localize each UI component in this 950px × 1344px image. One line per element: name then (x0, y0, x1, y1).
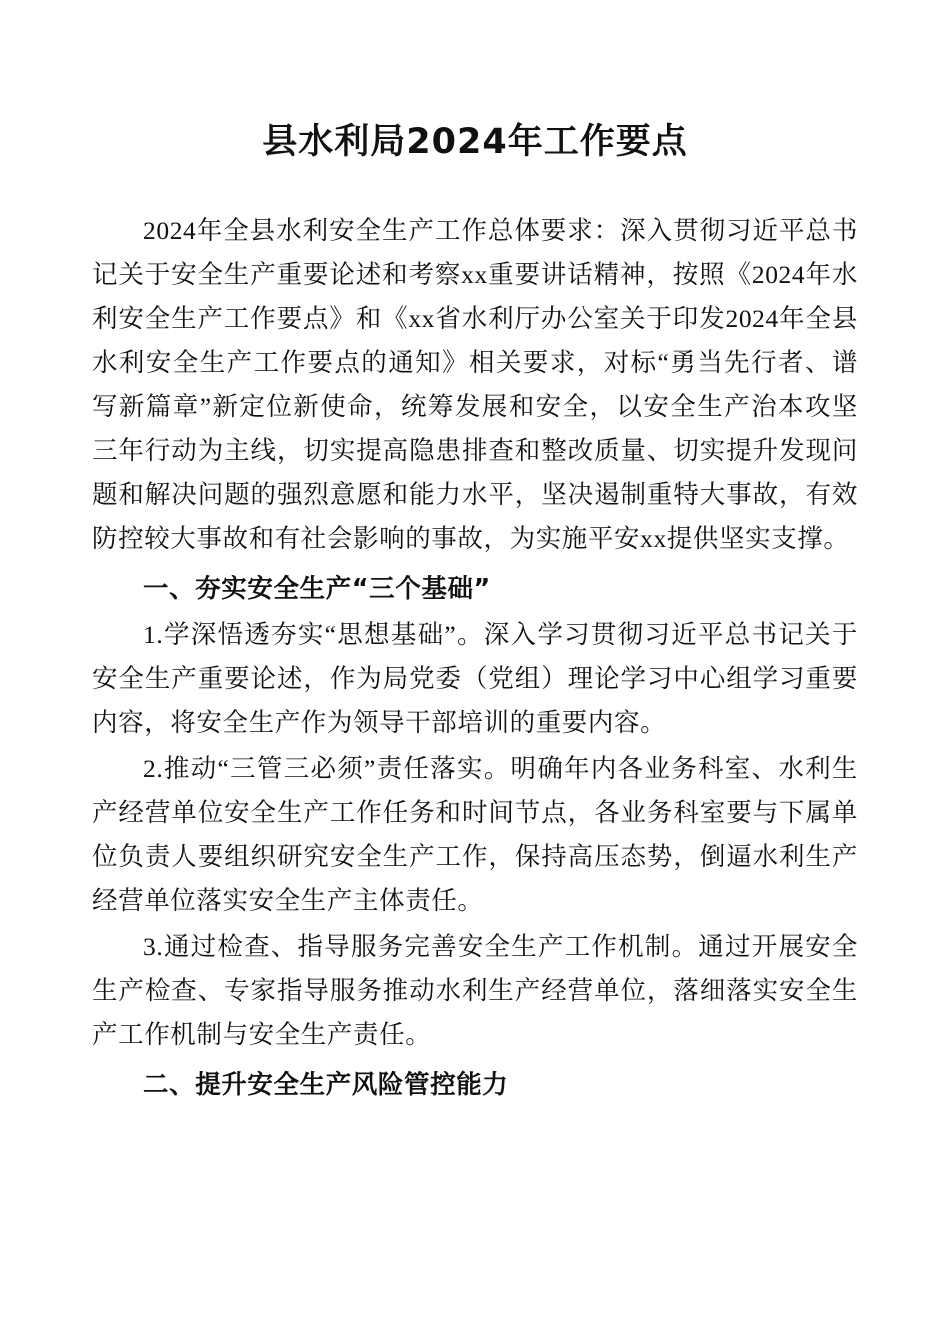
paragraph-item-3: 3.通过检查、指导服务完善安全生产工作机制。通过开展安全生产检查、专家指导服务推动水利生产经营单位，落细落实安全生产工作机制与安全生产责任。 (92, 932, 858, 1049)
section-heading-2: 二、提升安全生产风险管控能力 (143, 1070, 509, 1100)
paragraph-item-2: 2.推动“三管三必须”责任落实。明确年内各业务科室、水利生产经营单位安全生产工作任务和时间节点，各业务科室要与下属单位负责人要组织研究安全生产工作，保持高压态势，倒逼水利生产经营单位落实安全生产主体责任。 (92, 754, 858, 915)
paragraph-overall-requirements: 2024年全县水利安全生产工作总体要求：深入贯彻习近平总书记关于安全生产重要论述和考察xx重要讲话精神，按照《2024年水利安全生产工作要点》和《xx省水利厅办公室关于印发2024年全县水利安全生产工作要点的通知》相关要求，对标“勇当先行者、谱写新篇章”新定位新使命，统筹发展和安全，以安全生产治本攻坚三年行动为主线，切实提高隐患排查和整改质量、切实提升发现问题和解决问题的强烈意愿和能力水平，坚决遏制重特大事故，有效防控较大事故和有社会影响的事故，为实施平安xx提供坚实支撑。 (92, 216, 858, 553)
section-heading-1: 一、夯实安全生产“三个基础” (143, 574, 491, 604)
paragraph-item-1: 1.学深悟透夯实“思想基础”。深入学习贯彻习近平总书记关于安全生产重要论述，作为局党委（党组）理论学习中心组学习重要内容，将安全生产作为领导干部培训的重要内容。 (92, 620, 858, 737)
page-title: 县水利局2024年工作要点 (262, 122, 688, 162)
